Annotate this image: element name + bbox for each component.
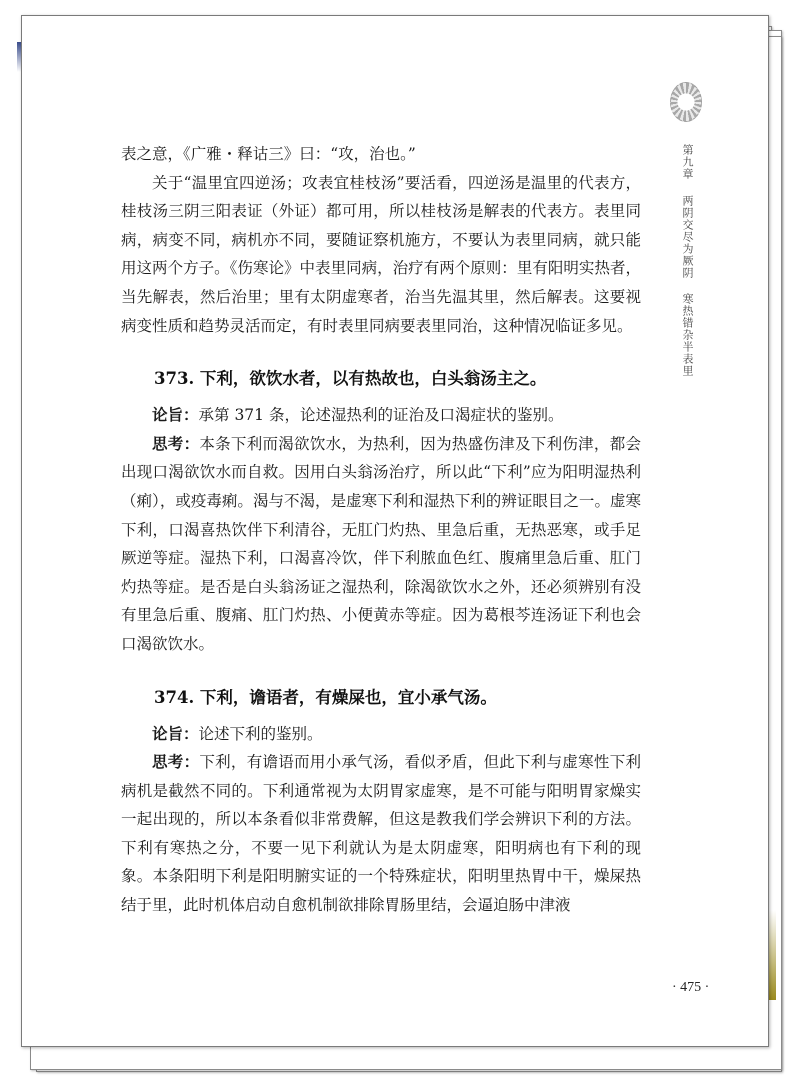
lunzhi-text: 承第 371 条，论述湿热利的证治及口渴症状的鉴别。 [198,406,564,425]
article-title: 373. 下利，欲饮水者，以有热故也，白头翁汤主之。 [154,369,547,389]
sikao-label: 思考： [152,753,200,772]
sikao-paragraph [121,748,641,920]
lunzhi-label: 论旨： [152,724,199,743]
lunzhi-label: 论旨： [152,406,199,425]
lunzhi-text: 论述下利的鉴别。 [198,724,323,743]
cover-edge-strip [768,910,776,1000]
sikao-text: 本条下利而渴欲饮水，为热利，因为热盛伤津及下利伤津，都会出现口渴欲饮水而自救。因用白头翁汤治疗，所以此“下利”应为阳明湿热利（痢），或疫毒痢。渴与不渴，是虚寒下利和湿热下利的辨证眼目之一。虚寒下利，口渴喜热饮伴下利清谷，无肛门灼热、里急后重，无热恶寒，或手足厥逆等症。湿热下利，口渴喜冷饮，伴下利脓血色红、腹痛里急后重、肛门灼热等症。是否是白头翁汤证之湿热利，除渴欲饮水之外，还必须辨别有没有里急后重、腹痛、肛门灼热、小便黄赤等症。因为葛根芩连汤证下利也会口渴欲饮水。 [121,434,641,653]
decorative-round-seal-icon [670,82,702,122]
section-title: 寒热错杂半表里 [681,293,694,377]
page-body [121,140,641,920]
page-number: · 475 · [672,980,710,995]
paragraph: 表之意，《广雅・释诂三》曰：“攻，治也。” [121,145,416,163]
article-title: 374. 下利，谵语者，有燥屎也，宜小承气汤。 [154,687,497,707]
lunzhi-paragraph [121,720,641,749]
sikao-text: 下利，有谵语而用小承气汤，看似矛盾，但此下利与虚寒性下利病机是截然不同的。下利通常视为太阴胃家虚寒，是不可能与阳明胃家燥实一起出现的，所以本条看似非常费解，但这是教我们学会辨识下利的方法。下利有寒热之分，不要一见下利就认为是太阴虚寒，阳明病也有下利的现象。本条阳明下利是阳明腑实证的一个特殊症状，阳明里热胃中干，燥屎热结于里，此时机体启动自愈机制欲排除胃肠里结，会逼迫肠中津液 [121,753,641,915]
sikao-paragraph [121,430,641,659]
sikao-label: 思考： [152,434,200,453]
lunzhi-paragraph [121,401,641,430]
paragraph: 关于“温里宜四逆汤；攻表宜桂枝汤”要活看，四逆汤是温里的代表方，桂枝汤三阴三阳表证（外证）都可用，所以桂枝汤是解表的代表方。表里同病，病变不同，病机亦不同，要随证察机施方，不要认为表里同病，就只能用这两个方子。《伤寒论》中表里同病，治疗有两个原则：里有阳明实热者，当先解表，然后治里；里有太阴虚寒者，治当先温其里，然后解表。这要视病变性质和趋势灵活而定，有时表里同病要表里同治，这种情况临证多见。 [121,173,641,335]
article-374 [121,684,641,920]
article-373 [121,365,641,658]
chapter-number: 第九章 [681,144,694,180]
chapter-side-header [680,144,694,387]
chapter-title: 两阴交尽为厥阴 [681,194,694,279]
